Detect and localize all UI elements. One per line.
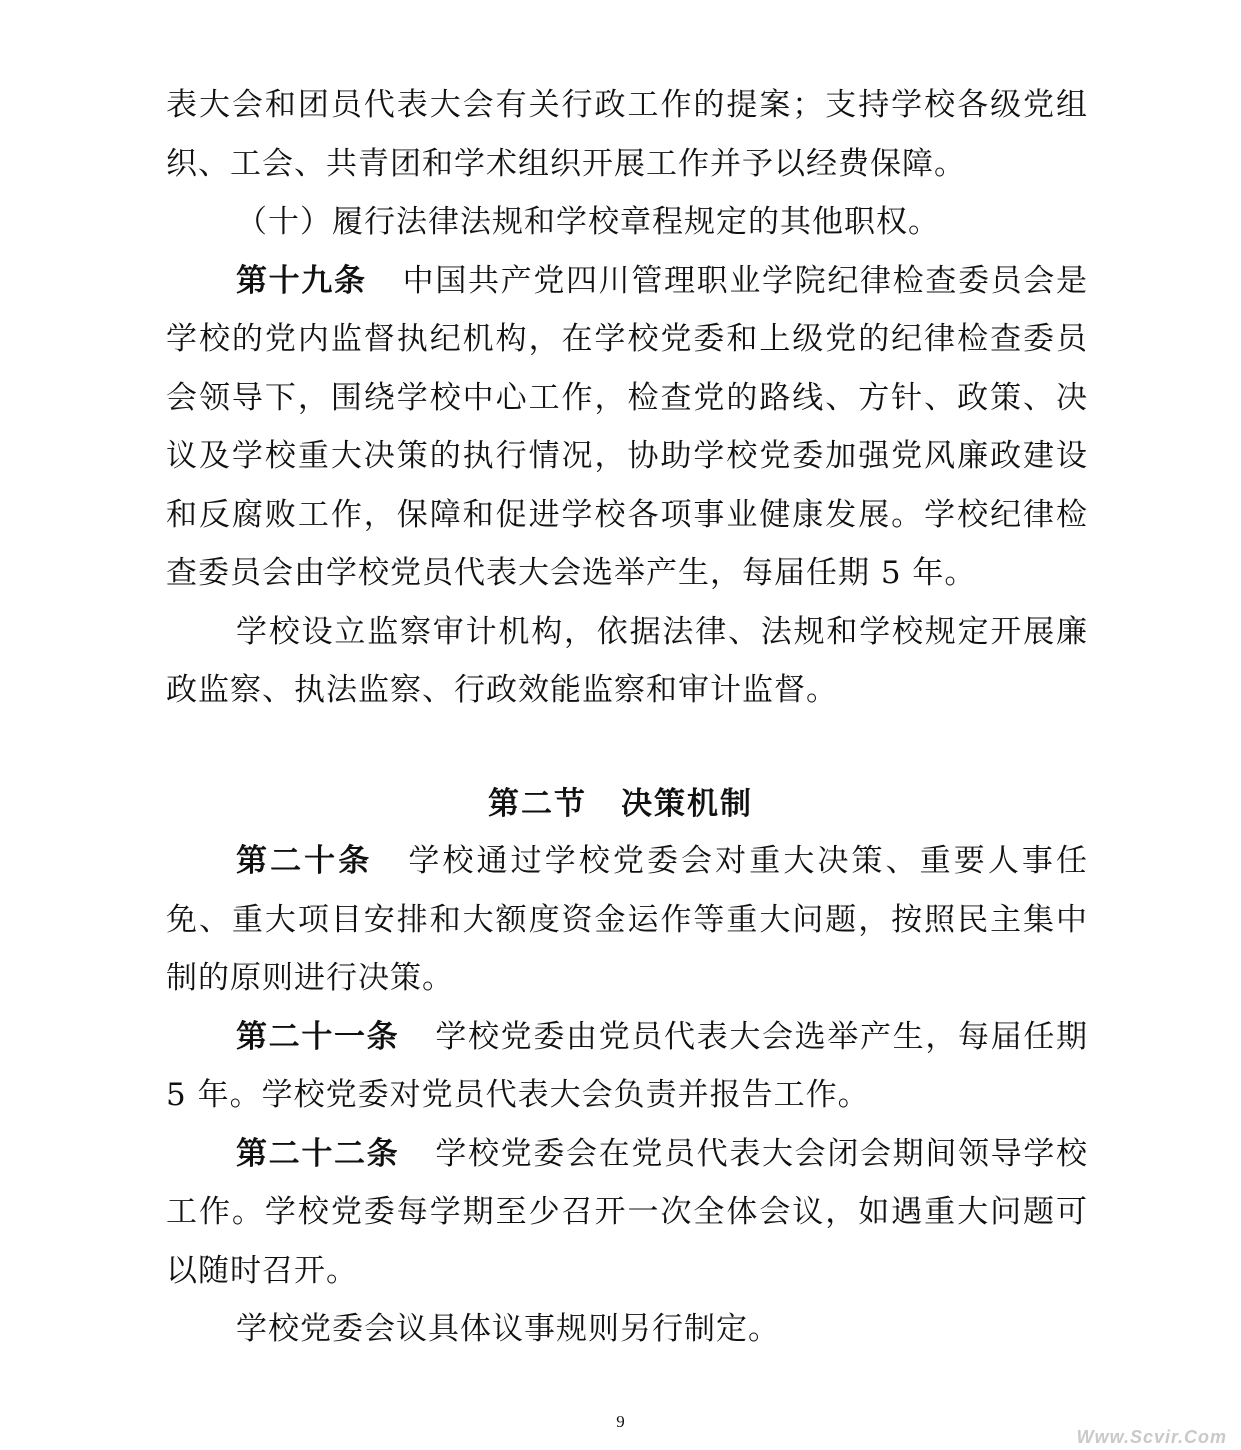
article-text: 中国共产党四川管理职业学院纪律检查委员会是学校的党内监督执纪机构，在学校党委和上级党的纪律检查委员会领导下，围绕学校中心工作，检查党的路线、方针、政策、决议及学校重大决策的执行情况，协助学校党委加强党风廉政建设和反腐败工作，保障和促进学校各项事业健康发展。学校纪律检查委员会由学校党员代表大会选举产生，每届任期 5 年。 (166, 262, 1089, 591)
watermark: Www.Scvir.Com (1076, 1427, 1227, 1447)
article-number: 第二十一条 (236, 1018, 400, 1055)
paragraph-article-20 (166, 832, 1088, 1008)
section-number: 第二节 (488, 786, 587, 822)
paragraph-continuation: 表大会和团员代表大会有关行政工作的提案；支持学校各级党组织、工会、共青团和学术组织开展工作并予以经费保障。 (166, 87, 1088, 182)
paragraph-article-22 (166, 1125, 1088, 1301)
article-number: 第十九条 (236, 262, 367, 299)
text-block-top (166, 76, 1088, 720)
section-heading (0, 775, 1241, 833)
paragraph-supervision: 学校设立监察审计机构，依据法律、法规和学校规定开展廉政监察、执法监察、行政效能监察和审计监督。 (166, 613, 1088, 708)
article-number: 第二十条 (236, 843, 373, 879)
article-text: 学校通过学校党委会对重大决策、重要人事任免、重大项目安排和大额度资金运作等重大问题，按照民主集中制的原则进行决策。 (166, 843, 1089, 996)
paragraph-rules: 学校党委会议具体议事规则另行制定。 (236, 1311, 780, 1347)
article-number: 第二十二条 (236, 1135, 400, 1172)
article-text: 学校党委由党员代表大会选举产生，每届任期 5 年。学校党委对党员代表大会负责并报告工作。 (166, 1018, 1089, 1113)
paragraph-article-19 (166, 252, 1088, 603)
paragraph-article-21 (166, 1008, 1088, 1125)
paragraph-item-ten: （十）履行法律法规和学校章程规定的其他职权。 (236, 204, 940, 240)
article-text: 学校党委会在党员代表大会闭会期间领导学校工作。学校党委每学期至少召开一次全体会议，如遇重大问题可以随时召开。 (166, 1135, 1089, 1289)
text-block-bottom (166, 832, 1088, 1359)
page-number: 9 (616, 1412, 625, 1431)
section-title-text: 决策机制 (621, 786, 753, 822)
